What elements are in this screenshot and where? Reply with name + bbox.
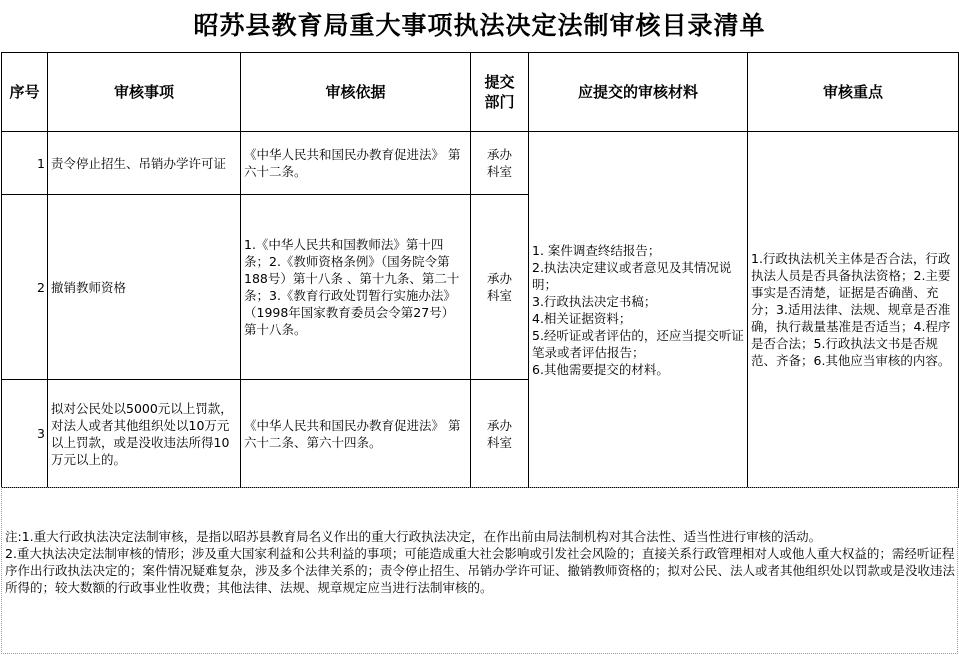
table-row (2, 132, 959, 195)
row-basis: 《中华人民共和国民办教育促进法》 第六十二条。 (241, 132, 471, 195)
materials-cell (529, 132, 748, 488)
review-table (1, 52, 959, 488)
material-item: 2.执法决定建议或者意见及其情况说明； (532, 259, 732, 292)
material-item: 6.其他需要提交的材料。 (532, 361, 669, 377)
row-seq: 2 (2, 195, 48, 380)
row-dept: 承办科室 (471, 195, 529, 380)
header-basis: 审核依据 (241, 53, 471, 132)
notes-box (1, 487, 958, 654)
row-seq: 1 (2, 132, 48, 195)
header-dept: 提交部门 (471, 53, 529, 132)
header-item: 审核事项 (48, 53, 241, 132)
page-title: 昭苏县教育局重大事项执法决定法制审核目录清单 (193, 11, 766, 40)
focus-cell: 1.行政执法机关主体是否合法，行政执法人员是否具备执法资格；2.主要事实是否清楚，证据是否确凿、充分；3.适用法律、法规、规章是否准确，执行裁量基准是否适当；4.程序是否合法；5.行政执法文书是否规范、齐备；6.其他应当审核的内容。 (748, 132, 959, 488)
table-header-row (2, 53, 959, 132)
notes-text (5, 528, 955, 596)
row-item: 撤销教师资格 (48, 195, 241, 380)
material-item: 5.经听证或者评估的，还应当提交听证笔录或者评估报告； (532, 327, 744, 360)
row-item: 拟对公民处以5000元以上罚款，对法人或者其他组织处以10万元以上罚款，或是没收违法所得10万元以上的。 (48, 380, 241, 488)
row-seq: 3 (2, 380, 48, 488)
material-item: 3.行政执法决定书稿； (532, 293, 657, 309)
note-2: 2.重大执法决定法制审核的情形；涉及重大国家利益和公共利益的事项；可能造成重大社会影响或引发社会风险的；直接关系行政管理相对人或他人重大权益的；需经听证程序作出行政执法决定的；案件情况疑难复杂，涉及多个法律关系的；责令停止招生、吊销办学许可证、撤销教师资格的；拟对公民、法人或者其他组织处以罚款或是没收违法所得的；较大数额的行政事业性收费；其他法律、法规、规章规定应当进行法制审核的。 (5, 546, 956, 595)
row-dept: 承办科室 (471, 132, 529, 195)
row-basis: 1.《中华人民共和国教师法》第十四条；2.《教师资格条例》（国务院令第188号）第十八条 、第十九条、第二十条；3.《教育行政处罚暂行实施办法》（1998年国家教育委员会令第27号） 第十八条。 (241, 195, 471, 380)
row-item: 责令停止招生、吊销办学许可证 (48, 132, 241, 195)
note-1: 注:1.重大行政执法决定法制审核，是指以昭苏县教育局名义作出的重大行政执法决定，在作出前由局法制机构对其合法性、适当性进行审核的活动。 (5, 529, 822, 544)
header-materials: 应提交的审核材料 (529, 53, 748, 132)
row-basis: 《中华人民共和国民办教育促进法》 第六十二条、第六十四条。 (241, 380, 471, 488)
header-focus: 审核重点 (748, 53, 959, 132)
material-item: 4.相关证据资料； (532, 310, 632, 326)
row-dept: 承办科室 (471, 380, 529, 488)
material-item: 1. 案件调查终结报告； (532, 242, 661, 258)
header-seq: 序号 (2, 53, 48, 132)
